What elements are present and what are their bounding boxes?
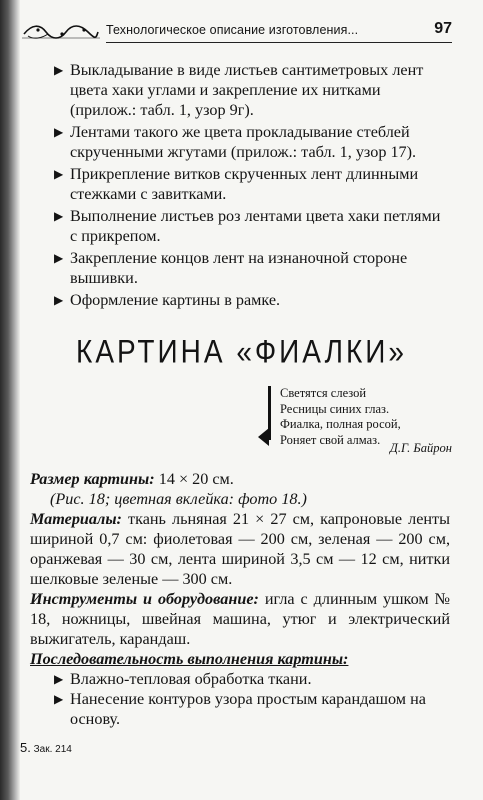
epigraph-author: Д.Г. Байрон [389,441,452,455]
verse-line: Фиалка, полная росой, [280,417,401,431]
arrow-bullet-icon: ▶ [54,209,64,223]
steps-list [52,60,450,312]
page-binding-shadow [0,0,20,800]
section-title: КАРТИНА «ФИАЛКИ» [76,333,407,370]
sequence-heading: Последовательность выполнения картины: [30,650,349,668]
materials-label: Материалы: [30,510,122,528]
sequence-list [52,669,450,729]
list-item: ▶ Лентами такого же цвета прокладывание стеблей скрученными жгутами (прилож.: табл. 1, узор 17). [54,123,417,161]
verse-line: Светятся слезой [280,386,367,400]
size-label: Размер картины: [30,470,155,488]
page-footer [20,740,72,755]
tools-paragraph [30,589,450,649]
list-item: ▶ Нанесение контуров узора простым карандашом на основу. [54,690,426,728]
tools-text: игла с длинным ушком № 18, ножницы, швейная машина, утюг и электрический выжигатель, карандаш. [30,590,451,648]
running-title: Технологическое описание изготовления... [106,23,359,37]
list-item: ▶ Прикрепление витков скрученных лент длинными стежками с завитками. [54,165,419,203]
figure-reference: (Рис. 18; цветная вклейка: фото 18.) [50,490,307,508]
arrow-bullet-icon: ▶ [54,63,64,77]
arrow-bullet-icon: ▶ [54,672,64,686]
list-item: ▶ Влажно-тепловая обработка ткани. [54,670,312,688]
list-item: ▶ Закрепление концов лент на изнаночной стороне вышивки. [54,249,408,287]
ornament-icon [22,22,100,42]
tools-label: Инструменты и оборудование: [30,590,259,608]
arrow-bullet-icon: ▶ [54,251,64,265]
epigraph [262,386,452,456]
arrow-bullet-icon: ▶ [54,293,64,307]
list-item: ▶ Оформление картины в рамке. [54,291,281,309]
arrow-bullet-icon: ▶ [54,692,64,706]
verse-line: Роняет свой алмаз. [280,432,381,447]
signature-number: 5. [20,740,31,755]
arrow-bullet-icon: ▶ [54,167,64,181]
page-number: 97 [434,20,452,37]
size-value: 14 × 20 см. [158,470,234,488]
print-mark: Зак. 214 [33,744,72,755]
materials-paragraph [30,509,450,589]
list-item: ▶ Выполнение листьев роз лентами цвета хаки петлями с прикрепом. [54,207,441,245]
header-rule [106,42,452,43]
epigraph-verse [280,386,401,448]
materials-text: ткань льняная 21 × 27 см, капроновые ленты шириной 0,7 см: фиолетовая — 200 см, зеленая — 200 см, оранжевая — 30 см, лента шириной 3,5 см — 12 см, нитки шелковые зеленые — 300 см. [30,510,450,588]
list-item: ▶ Выкладывание в виде листьев сантиметровых лент цвета хаки углами и закрепление их нитками (прилож.: табл. 1, узор 9г). [54,61,424,119]
triangle-marker-icon [258,428,269,446]
body-text [30,469,450,669]
arrow-bullet-icon: ▶ [54,125,64,139]
size-paragraph [30,469,450,489]
page-header [22,20,452,44]
verse-line: Ресницы синих глаз. [280,401,390,416]
